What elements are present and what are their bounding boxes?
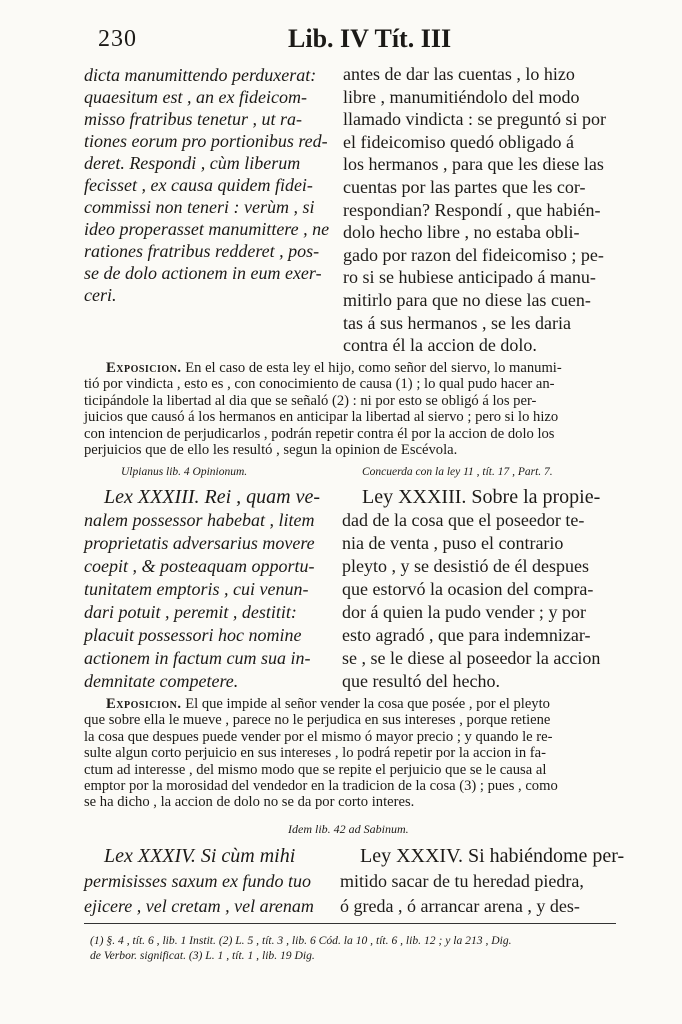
exposicion-label: Exposicion. xyxy=(106,696,182,712)
text-line: se ha dicho , la accion de dolo no se da por corto interes. xyxy=(84,794,415,811)
footnote-line: (1) §. 4 , tít. 6 , lib. 1 Instit. (2) L. 5 , tít. 3 , lib. 6 Cód. la 10 , tít. 6 , lib. 12 ; y la 213 , Dig. xyxy=(90,934,512,947)
text-line-content: El que impide al señor vender la cosa que posée , por el pleyto xyxy=(185,696,550,712)
text-line: dad de la cosa que el poseedor te- xyxy=(342,510,585,530)
text-line: respondian? Respondí , que habién- xyxy=(343,199,601,220)
exposicion-paragraph xyxy=(84,360,562,458)
running-title: Lib. IV Tít. III xyxy=(288,24,452,53)
text-line: la cosa que despues puede vender por el mismo ó mayor precio ; y quando le re- xyxy=(84,728,553,745)
law32-spanish-column xyxy=(343,63,606,357)
footnote-line: de Verbor. significat. (3) L. 1 , tít. 1 , lib. 19 Dig. xyxy=(90,949,315,962)
text-line: libre , manumitiéndolo del modo xyxy=(343,86,580,107)
text-line: ceri. xyxy=(84,285,117,305)
source-citation: Ulpianus lib. 4 Opinionum. xyxy=(121,466,248,478)
law33-latin-column xyxy=(84,486,321,693)
law34-spanish-column xyxy=(340,844,625,919)
text-line: tunitatem emptoris , cui venun- xyxy=(84,579,309,599)
text-line: sulte algun corto perjuicio en sus intereses , lo podrá repetir por la accion in fa- xyxy=(84,745,546,762)
text-line: perjuicios que de ello les resultó , segun la opinion de Escévola. xyxy=(84,442,458,459)
text-line xyxy=(84,696,558,712)
text-line: cuentas por las partes que les cor- xyxy=(343,176,586,197)
text-line: Ley XXXIV. Si habiéndome per- xyxy=(360,845,625,867)
text-line: nia de venta , puso el contrario xyxy=(342,533,564,553)
text-line: contra él la accion de dolo. xyxy=(343,335,537,356)
text-line: mitido sacar de tu heredad piedra, xyxy=(340,871,584,891)
text-line: Lex XXXIII. Rei , quam ve- xyxy=(104,486,321,508)
text-line: placuit possessori hoc nomine xyxy=(84,625,302,645)
page-number: 230 xyxy=(98,26,137,52)
text-line: dicta manumittendo perduxerat: xyxy=(84,65,317,85)
text-line: se , se le diese al poseedor la accion xyxy=(342,648,601,668)
text-line: ó greda , ó arrancar arena , y des- xyxy=(340,896,580,916)
text-line: llamado vindicta : se preguntó si por xyxy=(343,109,606,130)
text-line: antes de dar las cuentas , lo hizo xyxy=(343,64,575,84)
text-line: actionem in factum cum sua in- xyxy=(84,648,311,668)
text-line: gado por razon del fideicomiso ; pe- xyxy=(343,244,604,265)
text-line: pleyto , y se desistió de él despues xyxy=(342,556,589,576)
text-line: dari potuit , peremit , destitit: xyxy=(84,602,297,622)
text-line: fecisset , ex causa quidem fidei- xyxy=(84,175,313,195)
text-line: tiones eorum pro portionibus red- xyxy=(84,131,328,151)
text-line: commissi non teneri : verùm , si xyxy=(84,197,315,217)
text-line: rationes fratribus redderet , pos- xyxy=(84,241,320,261)
text-line: ctum ad interesse , del mismo modo que se repite el perjuicio que se le causa al xyxy=(84,761,547,778)
footnotes xyxy=(90,933,512,963)
footnote-divider xyxy=(84,923,616,924)
text-line: Lex XXXIV. Si cùm mihi xyxy=(104,845,296,867)
text-line: emptor por la morosidad del vendedor en la tradicion de la cosa (3) ; pues , como xyxy=(84,778,558,795)
text-line: quaesitum est , an ex fideicom- xyxy=(84,87,307,107)
text-line: ideo properasset manumittere , ne xyxy=(84,219,330,239)
text-line: permisisses saxum ex fundo tuo xyxy=(84,871,311,891)
text-line: el fideicomiso quedó obligado á xyxy=(343,131,574,152)
text-line xyxy=(84,360,562,376)
text-line: ticipándole la libertad al dia que se señaló (2) : ni por esto se obligó á los per- xyxy=(84,392,537,409)
text-line: nalem possessor habebat , litem xyxy=(84,510,315,530)
exposicion-paragraph xyxy=(84,696,558,811)
law32-latin-column xyxy=(84,64,329,306)
text-line: tió por vindicta , esto es , con conocimiento de causa (1) ; lo qual pudo hacer an- xyxy=(84,376,555,393)
text-line: esto agradó , que para indemnizar- xyxy=(342,625,591,645)
concordance-citation: Concuerda con la ley 11 , tít. 17 , Part. 7. xyxy=(362,466,553,478)
text-line: tas á sus hermanos , se les daria xyxy=(343,312,571,333)
source-citation: Idem lib. 42 ad Sabinum. xyxy=(288,822,409,836)
text-line: que sobre ella le mueve , parece no le perjudica en sus intereses , porque retiene xyxy=(84,712,551,729)
text-line: proprietatis adversarius movere xyxy=(84,533,315,553)
text-line-content: En el caso de esta ley el hijo, como señor del siervo, lo manumi- xyxy=(185,360,562,376)
text-line: ro si se hubiese anticipado á manu- xyxy=(343,267,596,288)
text-line: misso fratribus tenetur , ut ra- xyxy=(84,109,303,129)
law34-latin-column xyxy=(84,844,314,919)
text-line: se de dolo actionem in eum exer- xyxy=(84,263,322,283)
text-line: dolo hecho libre , no estaba obli- xyxy=(343,222,580,243)
text-line: Ley XXXIII. Sobre la propie- xyxy=(362,486,601,508)
text-line: los hermanos , para que les diese las xyxy=(343,154,604,175)
text-line: que estorvó la ocasion del compra- xyxy=(342,579,594,599)
text-line: dor á quien la pudo vender ; y por xyxy=(342,602,586,622)
text-line: mitirlo para que no diese las cuen- xyxy=(343,289,591,310)
law33-spanish-column xyxy=(342,486,601,693)
text-line: deret. Respondi , cùm liberum xyxy=(84,153,301,173)
text-line: con intencion de perjudicarlos , podrán repetir contra él por la accion de dolo los xyxy=(84,425,555,442)
text-line: ejicere , vel cretam , vel arenam xyxy=(84,896,314,916)
exposicion-label: Exposicion. xyxy=(106,360,182,376)
text-line: juicios que causó á los hermanos en anticipar la libertad al siervo ; pero si lo hizo xyxy=(84,409,559,426)
text-line: coepit , & posteaquam opportu- xyxy=(84,556,315,576)
text-line: demnitate competere. xyxy=(84,671,239,691)
text-line: que resultó del hecho. xyxy=(342,671,500,691)
